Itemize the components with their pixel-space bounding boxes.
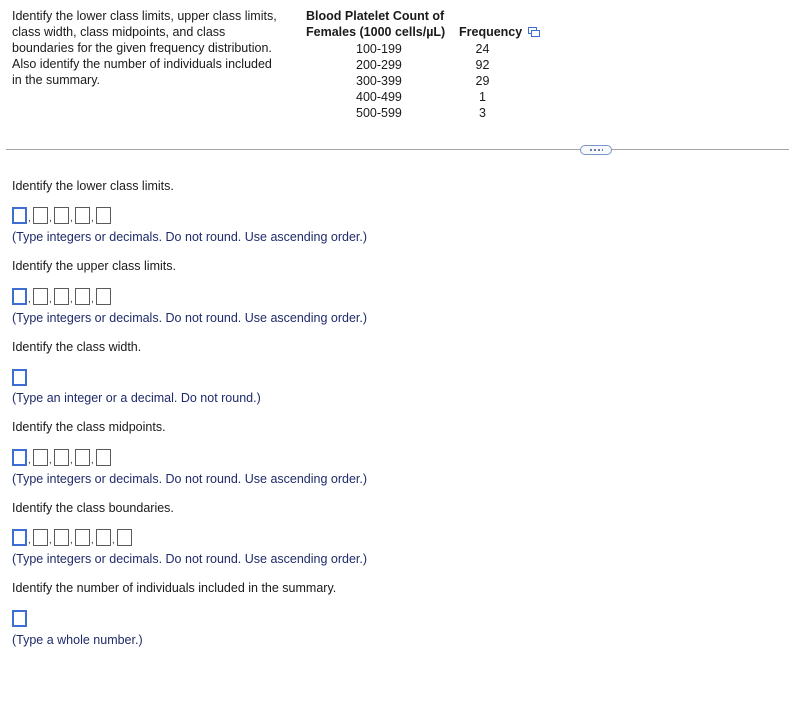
answer-input-box[interactable] [96,288,111,305]
class-width-inputs [12,369,27,386]
boundaries-inputs [12,529,132,546]
separator-comma: , [28,535,31,546]
separator-comma: , [91,535,94,546]
answer-input-box[interactable] [12,449,27,466]
frequency-cell: 1 [479,90,486,104]
frequency-table-body [306,41,526,121]
class-width-hint: (Type an integer or a decimal. Do not round.) [12,391,261,405]
midpoints-prompt: Identify the class midpoints. [12,420,166,434]
problem-line: class width, class midpoints, and class [12,25,226,39]
boundaries-prompt: Identify the class boundaries. [12,501,174,515]
midpoints-hint: (Type integers or decimals. Do not round. Use ascending order.) [12,472,368,486]
answer-input-box[interactable] [96,449,111,466]
separator-comma: , [70,535,73,546]
answer-input-box[interactable] [54,288,69,305]
separator-comma: , [91,294,94,305]
separator-comma: , [28,294,31,305]
lower-limits-hint: (Type integers or decimals. Do not round. Use ascending order.) [12,230,368,244]
count-prompt: Identify the number of individuals included in the summary. [12,581,337,595]
table-row [306,57,526,73]
class-cell: 400-499 [356,90,402,104]
table-row [306,89,526,105]
problem-line: boundaries for the given frequency distribution. [12,41,272,55]
frequency-cell: 92 [475,58,490,72]
frequency-table [306,8,540,121]
copy-data-icon[interactable] [528,27,540,37]
separator-comma: , [49,535,52,546]
answer-input-box[interactable] [12,610,27,627]
separator-comma: , [70,213,73,224]
count-inputs [12,610,27,627]
class-cell: 300-399 [356,74,402,88]
answer-input-box[interactable] [33,207,48,224]
answer-input-box[interactable] [75,288,90,305]
separator-comma: , [70,455,73,466]
answer-input-box[interactable] [12,529,27,546]
frequency-header-label: Frequency [459,25,523,39]
answer-input-box[interactable] [12,207,27,224]
answer-input-box[interactable] [117,529,132,546]
table-row [306,41,526,57]
separator-comma: , [49,213,52,224]
class-cell: 100-199 [356,42,402,56]
class-column-header [306,8,459,40]
expand-more-button[interactable] [580,145,612,155]
section-divider [6,149,789,150]
answer-input-box[interactable] [75,529,90,546]
answer-input-box[interactable] [33,288,48,305]
answer-input-box[interactable] [54,529,69,546]
ellipsis-icon [589,149,603,151]
separator-comma: , [91,455,94,466]
table-row [306,73,526,89]
separator-comma: , [28,213,31,224]
table-header [306,8,540,40]
answer-input-box[interactable] [96,207,111,224]
problem-line: Also identify the number of individuals included [12,57,272,71]
answer-input-box[interactable] [54,449,69,466]
answer-input-box[interactable] [75,207,90,224]
class-cell: 500-599 [356,106,402,120]
frequency-column-header [459,24,540,40]
problem-statement [12,8,302,88]
answer-input-box[interactable] [12,288,27,305]
frequency-cell: 24 [475,42,490,56]
class-width-prompt: Identify the class width. [12,340,142,354]
problem-line: Identify the lower class limits, upper class limits, [12,9,277,23]
frequency-cell: 29 [475,74,490,88]
separator-comma: , [49,455,52,466]
upper-limits-inputs [12,288,111,305]
frequency-cell: 3 [479,106,486,120]
separator-comma: , [112,535,115,546]
upper-limits-prompt: Identify the upper class limits. [12,259,176,273]
midpoints-inputs [12,449,111,466]
class-cell: 200-299 [356,58,402,72]
class-header-line1: Blood Platelet Count of [306,9,445,23]
answer-input-box[interactable] [33,449,48,466]
answer-input-box[interactable] [12,369,27,386]
count-hint: (Type a whole number.) [12,633,143,647]
boundaries-hint: (Type integers or decimals. Do not round. Use ascending order.) [12,552,368,566]
table-row [306,105,526,121]
separator-comma: , [91,213,94,224]
class-header-line2: Females (1000 cells/µL) [306,25,446,39]
separator-comma: , [28,455,31,466]
separator-comma: , [70,294,73,305]
answer-input-box[interactable] [96,529,111,546]
lower-limits-prompt: Identify the lower class limits. [12,179,174,193]
answer-input-box[interactable] [33,529,48,546]
answer-input-box[interactable] [54,207,69,224]
answer-input-box[interactable] [75,449,90,466]
upper-limits-hint: (Type integers or decimals. Do not round. Use ascending order.) [12,311,368,325]
separator-comma: , [49,294,52,305]
lower-limits-inputs [12,207,111,224]
problem-line: in the summary. [12,73,100,87]
